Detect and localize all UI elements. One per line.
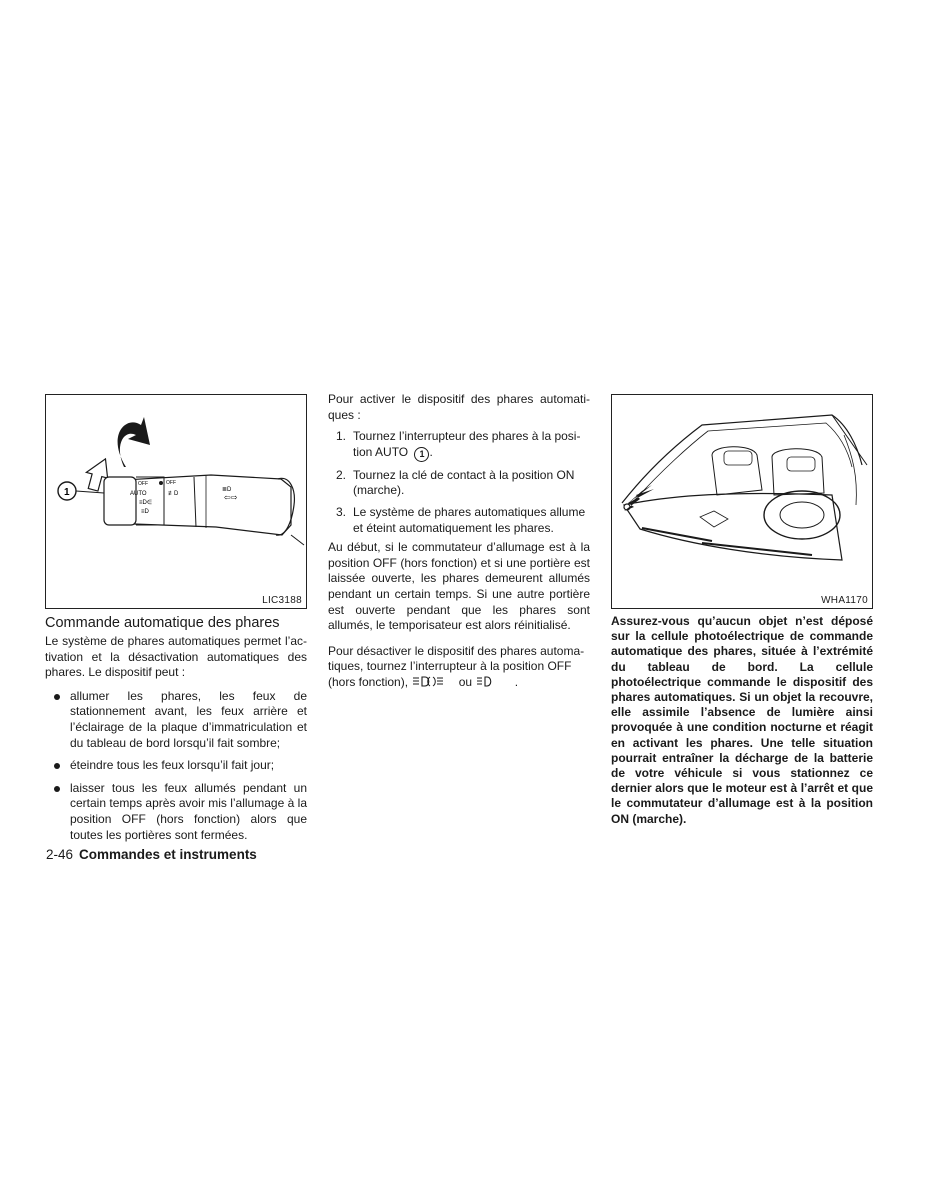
headlight-switch-figure [45, 394, 307, 609]
step-item: 1. Tournez l’interrupteur des phares à la position AUTO 1 . [328, 429, 590, 462]
dashboard-sensor-figure [611, 394, 873, 609]
step-item: 3. Le système de phares automatiques allume et éteint automatiquement les phares. [336, 504, 586, 535]
middle-column [328, 392, 590, 691]
list-item: allumer les phares, les feux de stationnement avant, les feux arrière et l’éclairage de la plaque d’immatriculation et du tableau de bord lorsqu’il fait sombre; [45, 689, 307, 751]
switch-auto-label: AUTO [130, 491, 147, 497]
bullet-icon [54, 763, 60, 769]
page-footer [46, 847, 257, 862]
activation-intro: Pour activer le dispositif des phares automatiques : [328, 392, 590, 422]
deactivation-paragraph: Pour désactiver le dispositif des phares automatiques, tournez l’interrupteur à la position OFF (hors fonction), ou . [328, 643, 585, 689]
headlight-switch-illustration [46, 395, 306, 608]
switch-off-label-2: OFF [166, 480, 176, 486]
page-number: 2-46 [46, 847, 74, 862]
svg-text:≡D∈: ≡D∈ [139, 500, 153, 506]
timer-paragraph: Au début, si le commutateur d’allumage est à la position OFF (hors fonction) et si une portière est laissée ouverte, les phares demeurent allumés pendant un certain temps. Si une autre portière est ouverte pendant que les phares sont allumés, le temporisateur est alors réinitialisé. [328, 540, 590, 633]
section-title: Commandes et instruments [79, 847, 257, 862]
section-heading: Commande automatique des phares [45, 615, 280, 631]
dashboard-illustration [612, 395, 872, 608]
svg-text:≣D: ≣D [222, 487, 232, 493]
step-item: 2. Tournez la clé de contact à la position ON (marche). [336, 467, 575, 498]
callout-ref-icon: 1 [414, 447, 429, 462]
right-column [611, 614, 873, 827]
figure-code: LIC3188 [262, 595, 302, 606]
svg-text:≡D: ≡D [141, 509, 149, 515]
activation-steps [328, 429, 590, 536]
svg-text:⇦⇨: ⇦⇨ [224, 493, 238, 502]
left-column [45, 614, 307, 850]
list-item: laisser tous les feux allumés pendant un certain temps après avoir mis l’allumage à la position OFF (hors fonction) alors que toutes les portières sont fermées. [45, 781, 307, 843]
feature-list [45, 689, 307, 843]
list-item: éteindre tous les feux lorsqu’il fait jour; [45, 758, 307, 774]
callout-1-label: 1 [64, 487, 70, 498]
bullet-icon [54, 786, 60, 792]
intro-paragraph: Le système de phares automatiques permet l’activation et la désactivation automatiques des phares. Le dispositif peut : [45, 634, 307, 680]
caution-text: Assurez-vous qu’aucun objet n’est déposé sur la cellule photoélectrique de commande automatique des phares, située à l’extrémité du tableau de bord. La cellule photoélectrique commande le dispositif des phares automatiques. Si un objet la recouvre, elle assimile l’absence de lumière ainsi provoquée à une condition nocturne et réagit en activant les phares. Une telle situation pourrait entraîner la décharge de la batterie de votre véhicule si vous stationnez ce dernier alors que le moteur est à l’arrêt et que le commutateur d’allumage est à la position ON (marche). [611, 614, 873, 826]
figure-code: WHA1170 [821, 595, 868, 606]
parking-light-icon [475, 676, 497, 688]
switch-off-label: OFF [138, 481, 148, 487]
svg-text:≢D: ≢D [168, 491, 179, 497]
headlight-icon [411, 676, 445, 688]
bullet-icon [54, 694, 60, 700]
